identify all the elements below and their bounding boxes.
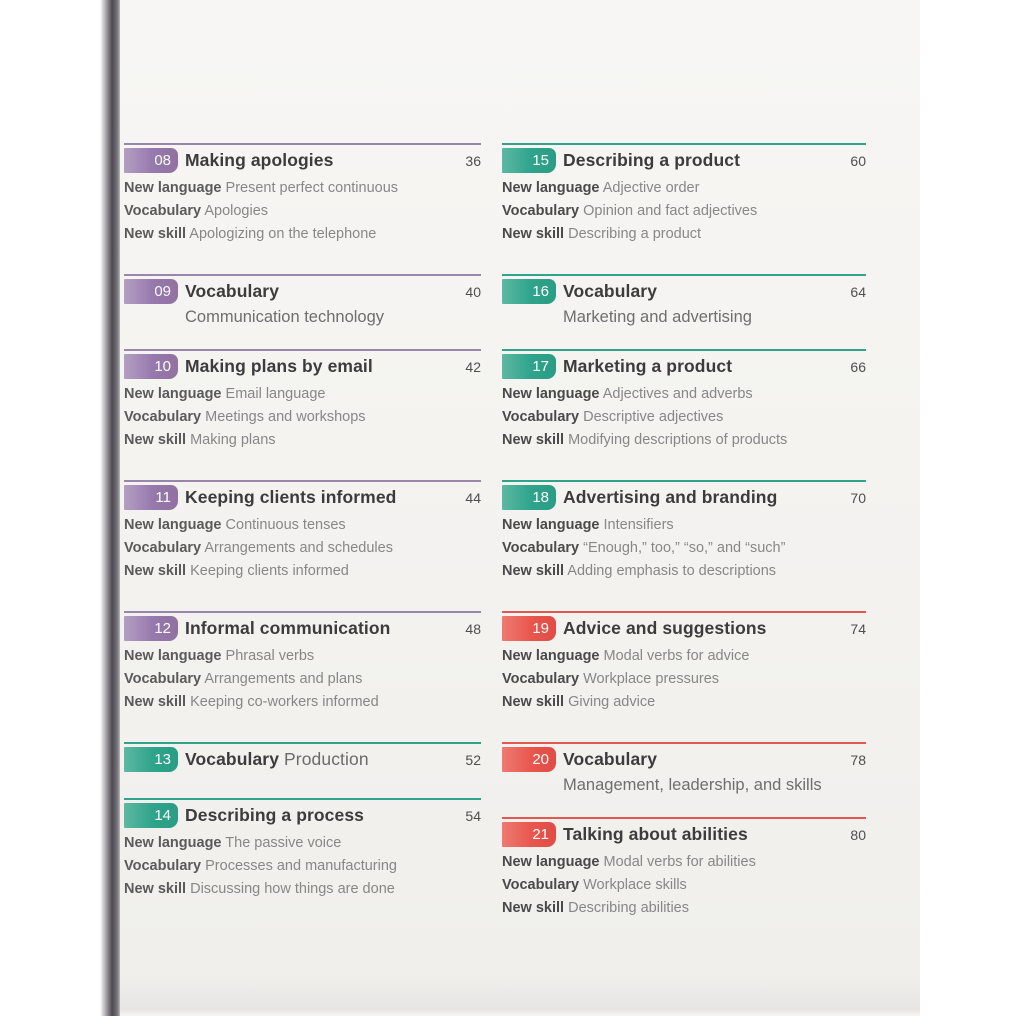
entry-header bbox=[124, 746, 481, 773]
entry-rule bbox=[502, 143, 866, 145]
unit-number-badge: 12 bbox=[124, 616, 178, 641]
entry-detail-list bbox=[502, 177, 866, 246]
detail-text: Meetings and workshops bbox=[201, 409, 366, 425]
detail-text: Adjective order bbox=[599, 180, 700, 196]
entry-detail-line bbox=[124, 832, 481, 855]
entry-detail-line bbox=[502, 668, 866, 691]
entry-header bbox=[502, 484, 866, 511]
entry-header bbox=[502, 147, 866, 174]
entry-header bbox=[124, 147, 481, 174]
toc-entry-unit-13 bbox=[124, 742, 481, 773]
toc-entry-unit-14 bbox=[124, 798, 481, 901]
entry-detail-line bbox=[124, 878, 481, 901]
entry-detail-line bbox=[124, 560, 481, 583]
detail-text: Intensifiers bbox=[599, 517, 674, 533]
unit-number-badge: 15 bbox=[502, 148, 556, 173]
unit-number-badge: 19 bbox=[502, 616, 556, 641]
detail-text: Opinion and fact adjectives bbox=[579, 203, 758, 219]
entry-detail-line bbox=[502, 514, 866, 537]
entry-header bbox=[124, 278, 481, 305]
entry-rule bbox=[124, 143, 481, 145]
detail-label: Vocabulary bbox=[124, 858, 202, 874]
detail-text: Arrangements and schedules bbox=[201, 540, 393, 556]
entry-rule bbox=[124, 798, 481, 800]
unit-title: Vocabulary bbox=[563, 749, 658, 769]
detail-text: Descriptive adjectives bbox=[579, 409, 724, 425]
page-number: 54 bbox=[465, 807, 481, 824]
page-number: 80 bbox=[850, 826, 866, 843]
page-number: 60 bbox=[850, 152, 866, 169]
page-number: 36 bbox=[465, 152, 481, 169]
unit-number-badge: 21 bbox=[502, 822, 556, 847]
entry-detail-line bbox=[124, 691, 481, 714]
unit-number-badge: 08 bbox=[124, 148, 178, 173]
entry-detail-line bbox=[124, 645, 481, 668]
entry-detail-line bbox=[124, 383, 481, 406]
detail-label: Vocabulary bbox=[502, 671, 580, 687]
entry-header bbox=[502, 278, 866, 305]
entry-rule bbox=[502, 817, 866, 819]
detail-label: New language bbox=[124, 386, 222, 402]
unit-number-badge: 14 bbox=[124, 803, 178, 828]
detail-text: The passive voice bbox=[221, 835, 342, 851]
unit-title: Vocabulary bbox=[185, 281, 280, 301]
entry-detail-list bbox=[502, 514, 866, 583]
entry-detail-line bbox=[502, 383, 866, 406]
entry-header bbox=[124, 802, 481, 829]
detail-label: New language bbox=[124, 517, 222, 533]
page-number: 42 bbox=[465, 358, 481, 375]
detail-text: Making plans bbox=[186, 432, 276, 448]
book-gutter-shadow bbox=[100, 0, 122, 1016]
entry-detail-line bbox=[124, 200, 481, 223]
unit-title: Making plans by email bbox=[185, 356, 373, 376]
entry-rule bbox=[124, 611, 481, 613]
toc-entry-unit-20 bbox=[502, 742, 866, 798]
detail-text: Workplace skills bbox=[579, 877, 687, 893]
entry-header bbox=[124, 353, 481, 380]
entry-detail-line bbox=[124, 177, 481, 200]
detail-label: New skill bbox=[502, 432, 565, 448]
detail-label: Vocabulary bbox=[502, 540, 580, 556]
entry-header bbox=[502, 615, 866, 642]
detail-text: Modal verbs for advice bbox=[599, 648, 750, 664]
unit-title: Making apologies bbox=[185, 150, 334, 170]
detail-label: Vocabulary bbox=[124, 540, 202, 556]
detail-label: New skill bbox=[124, 881, 187, 897]
detail-text: Describing a product bbox=[564, 226, 702, 242]
detail-text: Email language bbox=[221, 386, 326, 402]
unit-title-suffix: Production bbox=[279, 749, 369, 769]
detail-text: Discussing how things are done bbox=[186, 881, 395, 897]
unit-number-badge: 09 bbox=[124, 279, 178, 304]
entry-header bbox=[502, 821, 866, 848]
unit-title: Informal communication bbox=[185, 618, 391, 638]
toc-entry-unit-16 bbox=[502, 274, 866, 330]
unit-title: Advertising and branding bbox=[563, 487, 778, 507]
unit-title: Describing a product bbox=[563, 150, 741, 170]
contents-page bbox=[120, 0, 920, 1016]
unit-title: Keeping clients informed bbox=[185, 487, 397, 507]
detail-label: New language bbox=[502, 517, 600, 533]
entry-detail-list bbox=[124, 514, 481, 583]
entry-header bbox=[124, 484, 481, 511]
toc-entry-unit-09 bbox=[124, 274, 481, 330]
toc-column-left bbox=[124, 143, 481, 948]
detail-text: Keeping clients informed bbox=[186, 563, 349, 579]
detail-label: Vocabulary bbox=[502, 203, 580, 219]
detail-text: Continuous tenses bbox=[221, 517, 346, 533]
unit-number-badge: 11 bbox=[124, 485, 178, 510]
entry-rule bbox=[502, 274, 866, 276]
entry-detail-line bbox=[502, 691, 866, 714]
unit-title: Marketing a product bbox=[563, 356, 733, 376]
entry-detail-line bbox=[502, 429, 866, 452]
unit-title: Talking about abilities bbox=[563, 824, 748, 844]
detail-text: Describing abilities bbox=[564, 900, 689, 916]
entry-header bbox=[502, 746, 866, 773]
detail-label: New language bbox=[124, 180, 222, 196]
unit-subtitle: Communication technology bbox=[185, 308, 385, 326]
detail-label: New skill bbox=[124, 563, 187, 579]
unit-subtitle: Management, leadership, and skills bbox=[563, 776, 822, 794]
detail-text: Adjectives and adverbs bbox=[599, 386, 753, 402]
detail-text: Modal verbs for abilities bbox=[599, 854, 756, 870]
detail-text: Phrasal verbs bbox=[221, 648, 315, 664]
detail-label: New skill bbox=[124, 694, 187, 710]
entry-detail-line bbox=[502, 897, 866, 920]
detail-label: Vocabulary bbox=[124, 671, 202, 687]
detail-label: New skill bbox=[502, 900, 565, 916]
entry-detail-line bbox=[502, 223, 866, 246]
toc-entry-unit-12 bbox=[124, 611, 481, 714]
page-number: 44 bbox=[465, 489, 481, 506]
detail-label: New skill bbox=[124, 432, 187, 448]
unit-number-badge: 18 bbox=[502, 485, 556, 510]
entry-rule bbox=[502, 611, 866, 613]
entry-detail-list bbox=[502, 851, 866, 920]
toc-entry-unit-18 bbox=[502, 480, 866, 583]
entry-detail-list bbox=[124, 832, 481, 901]
entry-detail-list bbox=[124, 383, 481, 452]
detail-label: Vocabulary bbox=[124, 409, 202, 425]
detail-label: New skill bbox=[502, 563, 565, 579]
entry-detail-line bbox=[502, 874, 866, 897]
entry-rule bbox=[124, 480, 481, 482]
detail-label: New language bbox=[502, 386, 600, 402]
toc-entry-unit-19 bbox=[502, 611, 866, 714]
page-number: 48 bbox=[465, 620, 481, 637]
detail-text: Present perfect continuous bbox=[221, 180, 399, 196]
entry-rule bbox=[502, 349, 866, 351]
detail-label: Vocabulary bbox=[124, 203, 202, 219]
toc-entry-unit-15 bbox=[502, 143, 866, 246]
detail-label: New language bbox=[502, 648, 600, 664]
detail-label: New language bbox=[124, 648, 222, 664]
toc-entry-unit-17 bbox=[502, 349, 866, 452]
detail-text: Processes and manufacturing bbox=[201, 858, 397, 874]
detail-text: Arrangements and plans bbox=[201, 671, 363, 687]
entry-rule bbox=[124, 742, 481, 744]
detail-text: Giving advice bbox=[564, 694, 656, 710]
unit-number-badge: 10 bbox=[124, 354, 178, 379]
entry-detail-line bbox=[124, 223, 481, 246]
detail-text: Apologizing on the telephone bbox=[186, 226, 377, 242]
page-number: 78 bbox=[850, 751, 866, 768]
unit-number-badge: 20 bbox=[502, 747, 556, 772]
entry-detail-list bbox=[124, 177, 481, 246]
page-number: 40 bbox=[465, 283, 481, 300]
unit-title: Advice and suggestions bbox=[563, 618, 767, 638]
entry-detail-line bbox=[124, 537, 481, 560]
detail-label: New language bbox=[124, 835, 222, 851]
detail-text: Workplace pressures bbox=[579, 671, 720, 687]
toc-entry-unit-11 bbox=[124, 480, 481, 583]
page-number: 70 bbox=[850, 489, 866, 506]
detail-label: Vocabulary bbox=[502, 877, 580, 893]
unit-subtitle: Marketing and advertising bbox=[563, 308, 752, 326]
unit-number-badge: 13 bbox=[124, 747, 178, 772]
entry-detail-list bbox=[502, 383, 866, 452]
entry-detail-list bbox=[502, 645, 866, 714]
entry-header bbox=[124, 615, 481, 642]
detail-label: Vocabulary bbox=[502, 409, 580, 425]
detail-text: Keeping co-workers informed bbox=[186, 694, 379, 710]
unit-title: Vocabulary Production bbox=[185, 749, 369, 769]
entry-detail-line bbox=[502, 560, 866, 583]
entry-detail-line bbox=[124, 668, 481, 691]
entry-detail-line bbox=[124, 514, 481, 537]
entry-detail-line bbox=[124, 406, 481, 429]
entry-detail-line bbox=[502, 200, 866, 223]
toc-entry-unit-21 bbox=[502, 817, 866, 920]
entry-detail-line bbox=[502, 851, 866, 874]
entry-detail-line bbox=[502, 177, 866, 200]
unit-title: Describing a process bbox=[185, 805, 365, 825]
detail-label: New skill bbox=[124, 226, 187, 242]
unit-title: Vocabulary bbox=[563, 281, 658, 301]
page-number: 74 bbox=[850, 620, 866, 637]
detail-text: “Enough,” too,” “so,” and “such” bbox=[579, 540, 786, 556]
entry-header bbox=[502, 353, 866, 380]
detail-label: New skill bbox=[502, 226, 565, 242]
detail-label: New skill bbox=[502, 694, 565, 710]
entry-detail-list bbox=[124, 645, 481, 714]
entry-detail-line bbox=[124, 855, 481, 878]
table-of-contents bbox=[120, 0, 920, 948]
unit-number-badge: 17 bbox=[502, 354, 556, 379]
detail-text: Apologies bbox=[201, 203, 269, 219]
toc-column-right bbox=[502, 143, 866, 948]
unit-number-badge: 16 bbox=[502, 279, 556, 304]
entry-detail-line bbox=[502, 645, 866, 668]
entry-rule bbox=[502, 480, 866, 482]
entry-detail-line bbox=[502, 406, 866, 429]
detail-label: New language bbox=[502, 180, 600, 196]
entry-rule bbox=[502, 742, 866, 744]
page-number: 64 bbox=[850, 283, 866, 300]
entry-rule bbox=[124, 274, 481, 276]
entry-rule bbox=[124, 349, 481, 351]
toc-entry-unit-08 bbox=[124, 143, 481, 246]
entry-detail-line bbox=[124, 429, 481, 452]
detail-label: New language bbox=[502, 854, 600, 870]
entry-detail-line bbox=[502, 537, 866, 560]
toc-entry-unit-10 bbox=[124, 349, 481, 452]
page-number: 66 bbox=[850, 358, 866, 375]
page-number: 52 bbox=[465, 751, 481, 768]
detail-text: Adding emphasis to descriptions bbox=[564, 563, 777, 579]
detail-text: Modifying descriptions of products bbox=[564, 432, 788, 448]
